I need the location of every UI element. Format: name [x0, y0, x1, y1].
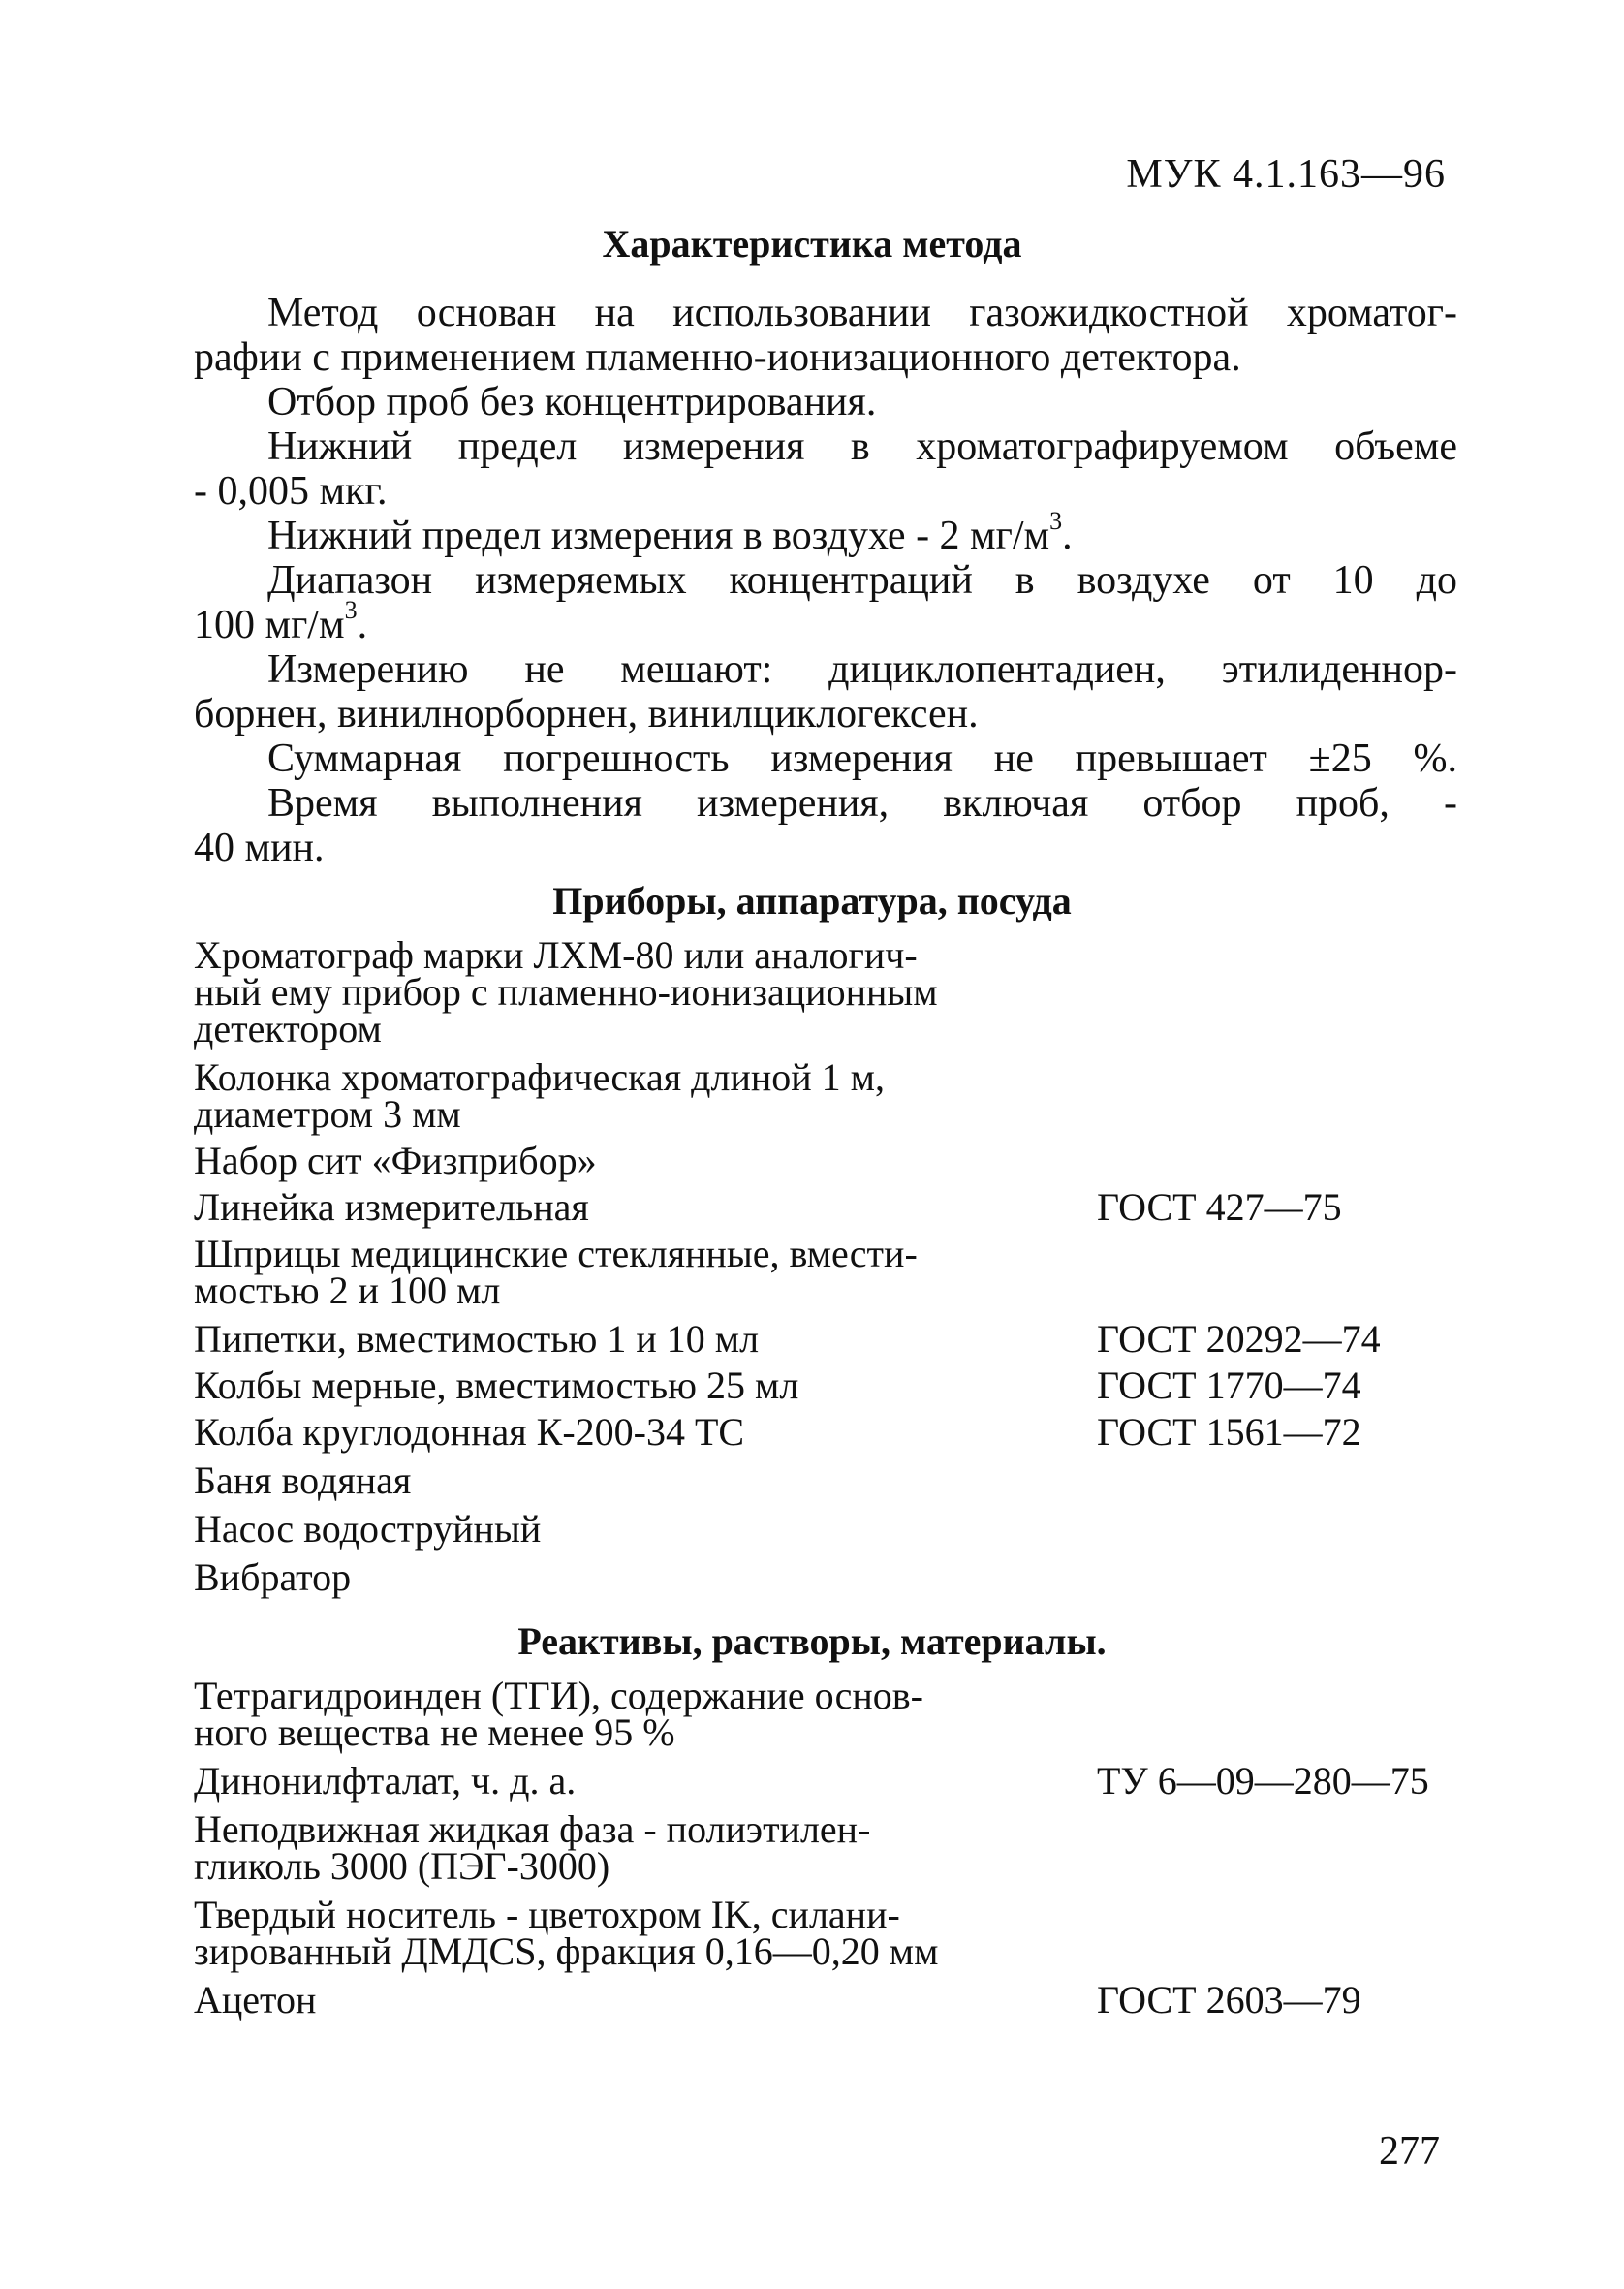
- standard-reference: ГОСТ 2603—79: [1097, 1978, 1361, 2022]
- instrument-item-text: ный ему прибор с пламенно-ионизационным: [194, 970, 938, 1014]
- superscript-3: 3: [344, 596, 358, 624]
- standard-reference: ГОСТ 1770—74: [1097, 1364, 1361, 1407]
- superscript-3: 3: [1049, 507, 1063, 535]
- paragraph-line: - 0,005 мкг.: [194, 469, 388, 514]
- instrument-item-text: мостью 2 и 100 мл: [194, 1269, 501, 1312]
- instrument-item-text: Колбы мерные, вместимостью 25 мл: [194, 1364, 799, 1407]
- document-code: МУК 4.1.163—96: [1126, 152, 1446, 197]
- section-title-reagents: Реактивы, растворы, материалы.: [517, 1619, 1107, 1663]
- paragraph-line: Суммарная погрешность измерения не превышает ±25 %.: [267, 737, 1457, 781]
- instrument-item-text: детектором: [194, 1007, 382, 1050]
- paragraph-line: Диапазон измеряемых концентраций в воздухе от 10 до: [267, 558, 1457, 603]
- paragraph-line: Время выполнения измерения, включая отбор проб, -: [267, 781, 1457, 826]
- standard-reference: ТУ 6—09—280—75: [1097, 1759, 1429, 1803]
- reagent-item-text: Динонилфталат, ч. д. а.: [194, 1759, 577, 1803]
- paragraph-line: Нижний предел измерения в воздухе - 2 $мг/м^3$.: [267, 507, 1073, 558]
- instrument-item-text: Баня водяная: [194, 1458, 412, 1502]
- paragraph-line: рафии с применением пламенно-ионизационного детектора.: [194, 335, 1241, 380]
- standard-reference: ГОСТ 1561—72: [1097, 1410, 1361, 1454]
- standard-reference: ГОСТ 427—75: [1097, 1185, 1342, 1229]
- instrument-item-text: Колонка хроматографическая длиной 1 м,: [194, 1055, 885, 1099]
- instrument-item-text: Колба круглодонная К-200-34 ТС: [194, 1410, 745, 1454]
- paragraph-line: Отбор проб без концентрирования.: [267, 380, 877, 424]
- page-number: 277: [1379, 2129, 1440, 2174]
- section-title-instruments: Приборы, аппаратура, посуда: [552, 879, 1072, 923]
- reagent-item-text: Ацетон: [194, 1978, 317, 2022]
- paragraph-line: борнен, винилнорборнен, винилциклогексен.: [194, 692, 979, 737]
- instrument-item-text: Насос водоструйный: [194, 1507, 542, 1551]
- section-title-method-characteristics: Характеристика метода: [602, 222, 1022, 266]
- paragraph-line: Нижний предел измерения в хроматографируемом объеме: [267, 424, 1457, 469]
- reagent-item-text: Неподвижная жидкая фаза - полиэтилен-: [194, 1807, 871, 1851]
- standard-reference: ГОСТ 20292—74: [1097, 1317, 1381, 1361]
- paragraph-line: Измерению не мешают: дициклопентадиен, этилиденнор-: [267, 647, 1457, 692]
- instrument-item-text: Хроматограф марки ЛХМ-80 или аналогич-: [194, 933, 918, 977]
- reagent-item-text: гликоль 3000 (ПЭГ-3000): [194, 1844, 610, 1888]
- reagent-item-text: ного вещества не менее 95 %: [194, 1710, 675, 1754]
- instrument-item-text: Шприцы медицинские стеклянные, вмести-: [194, 1232, 918, 1275]
- instrument-item-text: диаметром 3 мм: [194, 1092, 461, 1136]
- instrument-item-text: Набор сит «Физприбор»: [194, 1139, 597, 1182]
- reagent-item-text: зированный ДМДСS, фракция 0,16—0,20 мм: [194, 1929, 939, 1973]
- reagent-item-text: Твердый носитель - цветохром IK, силани-: [194, 1893, 900, 1936]
- paragraph-line: 40 мин.: [194, 826, 325, 870]
- instrument-item-text: Пипетки, вместимостью 1 и 10 мл: [194, 1317, 760, 1361]
- paragraph-line: Метод основан на использовании газожидкостной хроматог-: [267, 291, 1457, 335]
- instrument-item-text: Линейка измерительная: [194, 1185, 589, 1229]
- reagent-item-text: Тетрагидроинден (ТГИ), содержание основ-: [194, 1674, 923, 1717]
- instrument-item-text: Вибратор: [194, 1555, 352, 1599]
- paragraph-line: 100 $мг/м^3$.: [194, 596, 368, 647]
